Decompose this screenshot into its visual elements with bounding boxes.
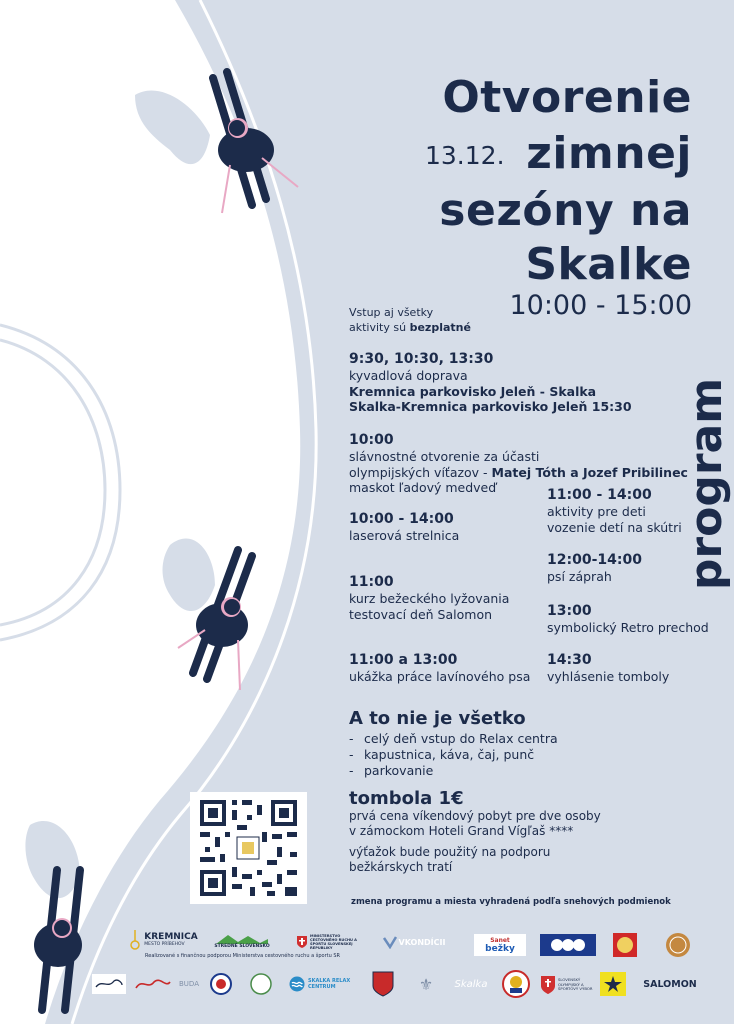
- tombola-note-line-1: výťažok bude použitý na podporu: [349, 845, 551, 859]
- qr-code[interactable]: [190, 792, 307, 904]
- schedule-item-ski-course: [349, 573, 509, 622]
- hotel-logo: [664, 932, 692, 958]
- schedule-route-1: Kremnica parkovisko Jeleň - Skalka: [349, 383, 597, 399]
- stredne-slovensko-name: STREDNÉ SLOVENSKO: [214, 943, 270, 949]
- crest-icon: [612, 932, 638, 958]
- skalka-script-logo: [133, 974, 173, 994]
- tombola-note-line-2: bežkárskych tratí: [349, 860, 453, 874]
- crest-logo: [611, 932, 639, 958]
- horny-crest-icon: [372, 971, 394, 997]
- entry-free-label: bezplatné: [409, 321, 471, 334]
- sponsor-logos: [0, 922, 734, 1024]
- relax-centrum-logo: [289, 974, 359, 994]
- schedule-desc-2: testovací deň Salomon: [349, 606, 493, 622]
- schedule-desc-2: vozenie detí na skútri: [547, 519, 682, 535]
- vkondicii-icon: [383, 935, 397, 949]
- fischer-logo: [600, 972, 626, 996]
- olympic-rings-icon: [541, 976, 555, 994]
- schedule-desc: symbolický Retro prechod: [547, 620, 709, 635]
- mascot-icon: [501, 969, 531, 999]
- title-line-1: Otvorenie: [442, 72, 692, 123]
- schedule-item-dog-sled: [547, 551, 642, 585]
- vkondicii-logo: [376, 934, 452, 950]
- ministry-name: MINISTERSTVO CESTOVNÉHO RUCHU A ŠPORTU SLOVENSKEJ REPUBLIKY: [310, 934, 357, 950]
- schedule-item-retro: [547, 602, 709, 636]
- club-badge-icon: [210, 973, 232, 995]
- more-list-item: - kapustnica, káva, čaj, punč: [349, 747, 558, 763]
- club-seal-icon: [249, 973, 273, 995]
- skalka-name: Skalka: [454, 978, 488, 990]
- schedule-time: 10:00: [349, 432, 394, 448]
- disclaimer: zmena programu a miesta vyhradená podľa snehových podmienok: [351, 897, 671, 907]
- olympic-committee-logo: [541, 974, 607, 996]
- kremnica-tagline: MESTO PRÍBEHOV: [144, 941, 185, 947]
- kremnica-name: KREMNICA: [144, 931, 198, 942]
- mascot-logo: [499, 968, 533, 1000]
- buda-name: BUDA: [179, 980, 199, 988]
- entry-line-2-text: aktivity sú: [349, 321, 410, 334]
- more-list: [349, 731, 558, 779]
- skalka-script-icon: [134, 976, 172, 992]
- tombola-note: [349, 845, 550, 875]
- event-time: 10:00 - 15:00: [509, 290, 692, 321]
- club-round-logo-1: [208, 972, 234, 996]
- schedule-item-tombola-draw: [547, 651, 669, 685]
- schedule-time: 14:30: [547, 652, 592, 668]
- schedule-time: 12:00-14:00: [547, 552, 642, 568]
- tombola-prize-line-1: prvá cena víkendový pobyt pre dve osoby: [349, 809, 601, 823]
- bezky-top: Sanet: [490, 936, 510, 944]
- olympic-committee-name: SLOVENSKÝ OLYMPIJSKÝ A ŠPORTOVÝ VÝBOR: [558, 977, 593, 992]
- slovak-coat-of-arms-icon: [297, 936, 307, 948]
- schedule-desc: kyvadlová doprava: [349, 368, 468, 383]
- buda-logo: [176, 974, 202, 994]
- tombola-prize-line-2: v zámockom Hoteli Grand Vígľaš ****: [349, 824, 574, 838]
- ministry-logo: [297, 930, 359, 954]
- more-heading: A to nie je všetko: [349, 708, 526, 729]
- kremnica-text-group: [144, 932, 197, 947]
- salomon-logo: [638, 974, 702, 994]
- schedule-time: 11:00 - 14:00: [547, 487, 652, 503]
- golden-bar-icon: [94, 977, 124, 991]
- entry-note: [349, 305, 471, 335]
- schedule-item-kids: [547, 486, 682, 535]
- salomon-name: SALOMON: [643, 978, 697, 990]
- tombola-prize: [349, 809, 601, 839]
- title-line-3: sezóny na: [439, 185, 692, 236]
- entry-line-1: Vstup aj všetky: [349, 306, 434, 319]
- stredne-slovensko-logo: [214, 932, 270, 950]
- schedule-desc-2: [349, 465, 688, 481]
- schedule-item-laser: [349, 510, 459, 544]
- schedule-time: 11:00: [349, 574, 394, 590]
- bezky-logo: [474, 934, 526, 956]
- schedule-time: 10:00 - 14:00: [349, 511, 454, 527]
- ski-club-logo: [540, 934, 596, 956]
- event-date: 13.12.: [425, 141, 505, 170]
- relax-wave-icon: [289, 976, 305, 992]
- relax-centrum-name: SKALKA RELAX CENTRUM: [308, 978, 351, 990]
- schedule-time: 9:30, 10:30, 13:30: [349, 351, 494, 367]
- schedule-desc-1: aktivity pre deti: [547, 504, 646, 519]
- olympians-names: Matej Tóth a Jozef Pribilinec: [491, 464, 688, 480]
- schedule-desc-1: kurz bežeckého lyžovania: [349, 591, 510, 606]
- fischer-icon: [604, 976, 622, 992]
- circles-icon: [548, 938, 588, 952]
- mountains-icon: [216, 934, 268, 944]
- schedule-item-shuttle: [349, 350, 632, 415]
- kremnica-crown-icon: [128, 928, 142, 950]
- schedule-time: 11:00 a 13:00: [349, 652, 458, 668]
- schedule-route-2: Skalka-Kremnica parkovisko Jeleň 15:30: [349, 399, 632, 414]
- bezky-name: bežky: [485, 943, 515, 954]
- skalka-logo: [452, 972, 490, 996]
- emblem-logo: [414, 972, 438, 996]
- club-round-logo-2: [246, 972, 276, 996]
- program-label: program: [681, 377, 732, 591]
- schedule-desc: laserová strelnica: [349, 528, 460, 543]
- schedule-desc: psí záprah: [547, 569, 612, 584]
- horny-club-logo: [371, 970, 395, 998]
- entry-line-2: [349, 320, 471, 335]
- qr-code-icon: [190, 792, 307, 904]
- vkondicii-name: VKONDÍCII: [398, 937, 446, 947]
- schedule-desc-3: maskot ľadový medveď: [349, 480, 497, 495]
- schedule-desc-2-text: olympijských víťazov -: [349, 464, 492, 480]
- funding-note: Realizované s finančnou podporou Ministerstva cestovného ruchu a športu SR: [145, 953, 341, 959]
- schedule-desc: ukážka práce lavínového psa: [349, 669, 531, 684]
- golden-bar-logo: [92, 974, 126, 994]
- title-line-2: zimnej: [526, 128, 692, 179]
- schedule-item-avalanche-dog: [349, 651, 530, 685]
- title-line-4: Skalke: [525, 239, 692, 290]
- tombola-heading: tombola 1€: [349, 788, 464, 809]
- hotel-seal-icon: [665, 932, 691, 958]
- more-list-item: - parkovanie: [349, 763, 558, 779]
- schedule-time: 13:00: [547, 603, 592, 619]
- more-list-item: - celý deň vstup do Relax centra: [349, 731, 558, 747]
- fleur-de-lis-icon: ⚜: [418, 974, 434, 994]
- kremnica-logo: [128, 928, 198, 950]
- schedule-desc-1: slávnostné otvorenie za účasti: [349, 449, 540, 464]
- schedule-desc: vyhlásenie tomboly: [547, 669, 670, 684]
